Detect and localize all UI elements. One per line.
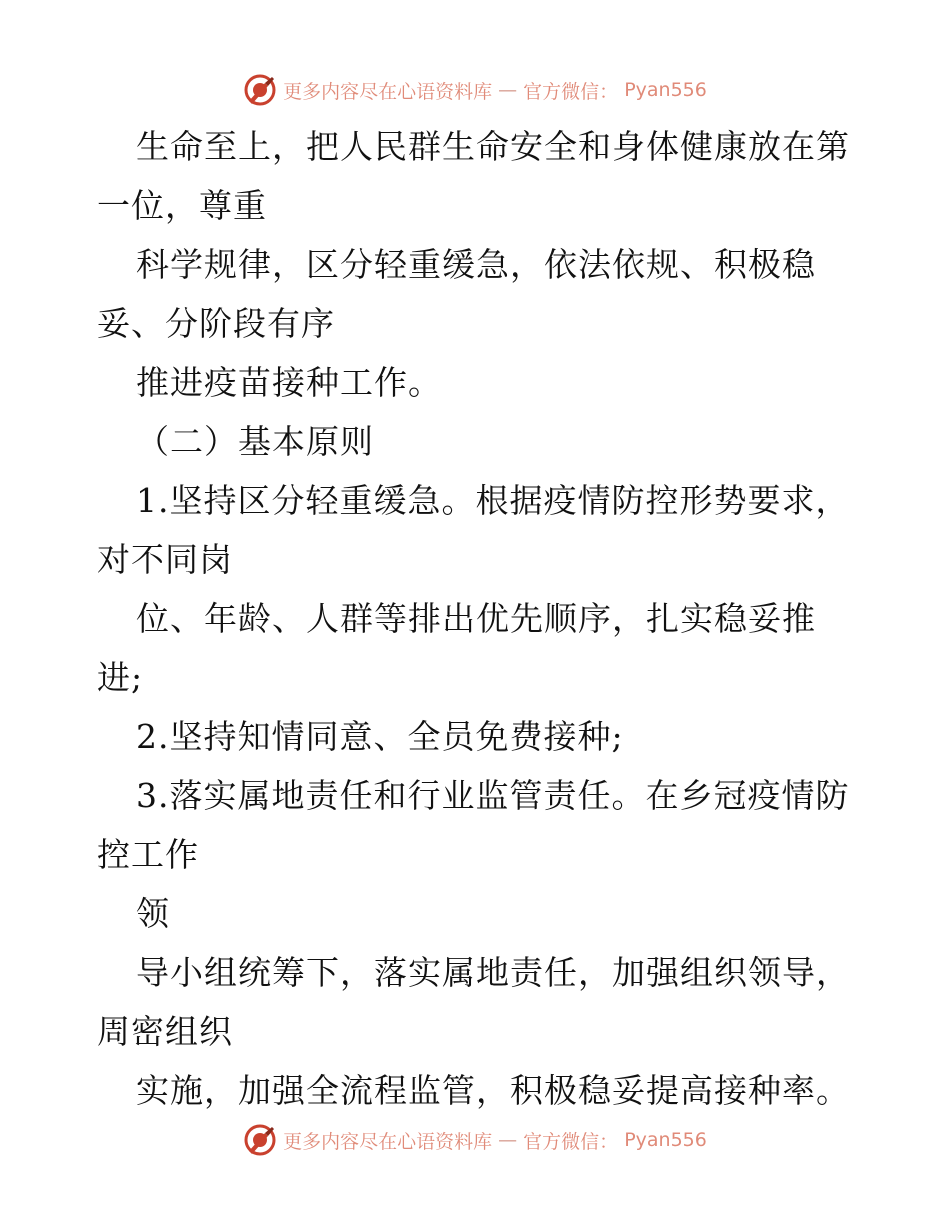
paragraph-line: 导小组统筹下，落实属地责任，加强组织领导， [136, 953, 850, 992]
pen-logo-icon [243, 73, 277, 107]
watermark-wechat-id: Pyan556 [624, 1129, 707, 1151]
paragraph-line: 3.落实属地责任和行业监管责任。在乡冠疫情防 [136, 776, 850, 815]
paragraph-line: 一位，尊重 [97, 186, 267, 225]
paragraph-line: 妥、分阶段有序 [97, 304, 335, 343]
watermark-wechat-label: 官方微信： [523, 1130, 619, 1153]
pen-logo-icon [243, 1123, 277, 1157]
paragraph-line: 对不同岗 [97, 540, 233, 579]
watermark-separator: — [498, 79, 518, 101]
watermark-text: 更多内容尽在心语资料库 [283, 80, 493, 103]
document-body [97, 117, 877, 1120]
paragraph-line: 实施，加强全流程监管，积极稳妥提高接种率。 [136, 1071, 850, 1110]
paragraph-line: 领 [136, 894, 170, 933]
watermark-text: 更多内容尽在心语资料库 [283, 1130, 493, 1153]
paragraph-line: 1.坚持区分轻重缓急。根据疫情防控形势要求， [136, 481, 850, 520]
section-heading: （二）基本原则 [136, 422, 374, 461]
watermark-separator: — [498, 1129, 518, 1151]
paragraph-line: 位、年龄、人群等排出优先顺序，扎实稳妥推 [136, 599, 816, 638]
paragraph-line: 生命至上，把人民群生命安全和身体健康放在第 [136, 127, 850, 166]
paragraph-line: 周密组织 [97, 1012, 233, 1051]
paragraph-line: 进; [97, 658, 144, 697]
watermark-wechat-label: 官方微信： [523, 80, 619, 103]
paragraph-line: 控工作 [97, 835, 199, 874]
footer-watermark [0, 1122, 950, 1158]
paragraph-line: 2.坚持知情同意、全员免费接种; [136, 717, 624, 756]
watermark-wechat-id: Pyan556 [624, 79, 707, 101]
paragraph-line: 推进疫苗接种工作。 [136, 363, 442, 402]
header-watermark [0, 72, 950, 108]
paragraph-line: 科学规律，区分轻重缓急，依法依规、积极稳 [136, 245, 816, 284]
